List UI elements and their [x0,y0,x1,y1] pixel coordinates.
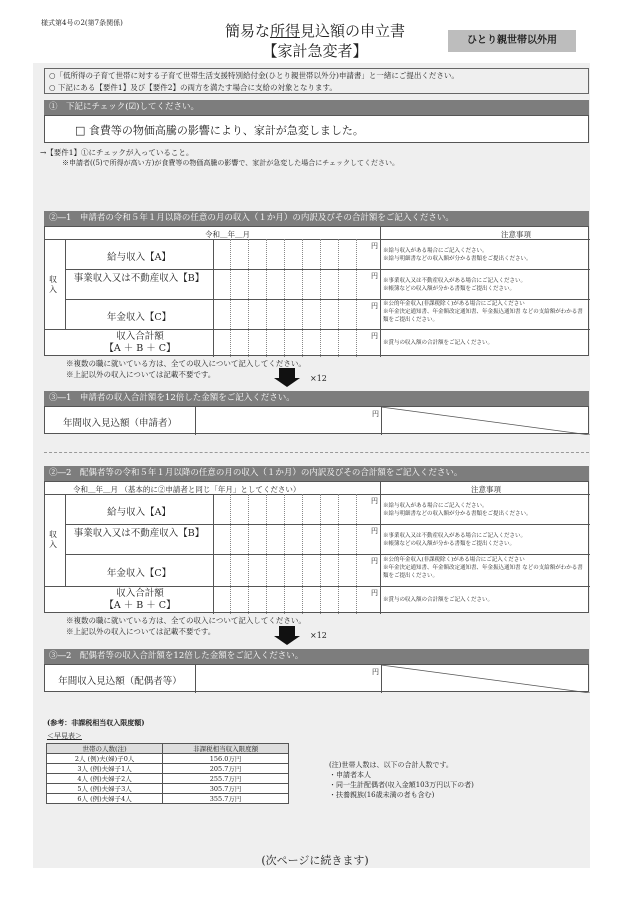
arrow-down-icon [279,626,295,636]
spouse-total-income-input[interactable]: 円 [371,589,378,597]
total-income-label: 収入合計額 【A ＋ B ＋ C】 [104,331,176,354]
annual-income-spouse-label: 年間収入見込額（配偶者等） [58,676,182,687]
requirement1-note: →【要件1】①にチェックが入っていること。 [40,148,194,157]
section2-1-header: ②―1 申請者の令和５年１月以降の任意の月の収入（１か月）の内訳及びその合計額をご記入ください。 [44,211,589,226]
notes-heading-spouse: 注意事項 [471,485,501,494]
business-income-input[interactable]: 円 [371,272,378,280]
business-income-label: 事業収入又は不動産収入【B】 [73,273,205,284]
spouse-pension-income-input[interactable]: 円 [371,557,378,565]
hardship-checkbox-row[interactable] [44,115,589,143]
spouse-total-income-label: 収入合計額 【A ＋ B ＋ C】 [104,588,176,611]
pension-income-input[interactable]: 円 [371,302,378,310]
pension-note: ※公的年金収入(非課税除く)がある場合にご記入ください ※年金決定通知書、年金額改定通知書、年金振込通知書 などの支給額がわかる書類をご提出ください。 [383,301,583,323]
other-income-note: ※上記以外の収入については記載不要です。 [66,370,216,379]
table-row: 6人 (例)夫婦子4人 355.7万円 [47,794,289,804]
household-count-note: (注)世帯人数は、以下の合計人数です。 ・申請者本人 ・同一生計配偶者(収入金額103万円以下の者) ・扶養親族(16歳未満の者も含む) [329,761,474,799]
table-row: 4人 (例)夫婦子2人 255.7万円 [47,774,289,784]
requirement1-subnote: ※申請者((5)で所得が高い方)が食費等の物価高騰の影響で、家計が急変した場合にチェックしてください。 [62,159,400,167]
page-subtitle: 【家計急変者】 [262,42,368,60]
spouse-business-income-label: 事業収入又は不動産収入【B】 [73,528,205,539]
section3-2-header: ③―2 配偶者等の収入合計額を12倍した金額をご記入ください。 [44,649,589,664]
multiplier-label: ×12 [310,374,327,383]
spouse-salary-income-input[interactable]: 円 [371,497,378,505]
business-note: ※事業収入又は不動産収入がある場合にご記入ください。 ※帳簿などの収入額が分かる書類をご提出ください。 [383,278,527,292]
salary-note: ※給与収入がある場合にご記入ください。 ※給与明細書などの収入額が分かる書類をご提出ください。 [383,248,532,262]
tax-exempt-limit-table [46,743,289,804]
spouse-multi-job-note: ※複数の職に就いている方は、全ての収入について記入してください。 [66,616,306,625]
notes-heading: 注意事項 [501,230,531,239]
spouse-pension-income-label: 年金収入【C】 [106,568,172,579]
spouse-salary-income-label: 給与収入【A】 [107,507,171,518]
annual-income-spouse-input[interactable]: 円 [372,668,379,676]
table-row: 2人 (例)夫(婦)子0人 156.0万円 [47,754,289,764]
section2-2-header: ②―2 配偶者等の令和５年１月以降の任意の月の収入（１か月）の内訳及びその合計額をご記入ください。 [44,466,589,481]
table-row: 5人 (例)夫婦子3人 305.7万円 [47,784,289,794]
income-side-label: 収入 [49,275,57,294]
spouse-business-income-input[interactable]: 円 [371,527,378,535]
section3-1-header: ③―1 申請者の収入合計額を12倍した金額をご記入ください。 [44,391,589,406]
reference-subtitle: ＜早見表＞ [47,732,82,740]
spouse-multiplier-label: ×12 [310,631,327,640]
spouse-total-note: ※賞与の収入額の合計額をご記入ください。 [383,597,494,603]
table-header: 世帯の人数(注) [47,744,163,754]
hardship-checkbox-label: □ 食費等の物価高騰の影響により、家計が急変しました。 [75,124,364,137]
section2-2-table [44,481,589,613]
household-type-badge: ひとり親世帯以外用 [448,30,576,52]
month-label-spouse: 令和＿年＿月 （基本的に②申請者と同じ「年月」としてください） [73,485,301,494]
total-note: ※賞与の収入額の合計額をご記入ください。 [383,340,494,346]
spouse-business-note: ※事業収入又は不動産収入がある場合にご記入ください。 ※帳簿などの収入額が分かる書類をご提出ください。 [383,533,527,547]
annual-income-applicant-label: 年間収入見込額（申請者） [62,418,177,429]
salary-income-input[interactable]: 円 [371,242,378,250]
pension-income-label: 年金収入【C】 [106,312,172,323]
divider [44,452,589,453]
section2-1-table [44,226,589,356]
annual-income-applicant-row [44,406,589,434]
table-header: 非課税相当収入限度額 [163,744,289,754]
annual-income-spouse-row [44,664,589,692]
spouse-other-income-note: ※上記以外の収入については記載不要です。 [66,627,216,636]
intro-notes: ○「低所得の子育て世帯に対する子育て世帯生活支援特別給付金(ひとり親世帯以外分)申請書」と一緒にご提出ください。 ○ 下記にある【要件1】及び【要件2】の両方を満たす場合に支給の対象となります。 [44,68,589,94]
total-income-input[interactable]: 円 [371,332,378,340]
annual-income-applicant-input[interactable]: 円 [372,410,379,418]
salary-income-label: 給与収入【A】 [107,252,171,263]
form-number: 様式第4号の2(第7条関係) [41,19,123,27]
multi-job-note: ※複数の職に就いている方は、全ての収入について記入してください。 [66,359,306,368]
spouse-pension-note: ※公的年金収入(非課税除く)がある場合にご記入ください ※年金決定通知書、年金額改定通知書、年金振込通知書 などの支給額がわかる書類をご提出ください。 [383,557,583,579]
page-title: 簡易な所得見込額の申立書 [224,22,406,40]
month-label: 令和＿年＿月 [205,230,250,239]
continued-footer: (次ページに続きます) [261,854,369,867]
spouse-salary-note: ※給与収入がある場合にご記入ください。 ※給与明細書などの収入額が分かる書類をご提出ください。 [383,503,532,517]
income-side-label-spouse: 収入 [49,530,57,549]
section1-header: ① 下記にチェック(☑)してください。 [44,100,589,115]
reference-title: (参考：非課税相当収入限度額) [47,718,145,727]
table-row: 3人 (例)夫婦子1人 205.7万円 [47,764,289,774]
arrow-down-icon [279,368,295,378]
